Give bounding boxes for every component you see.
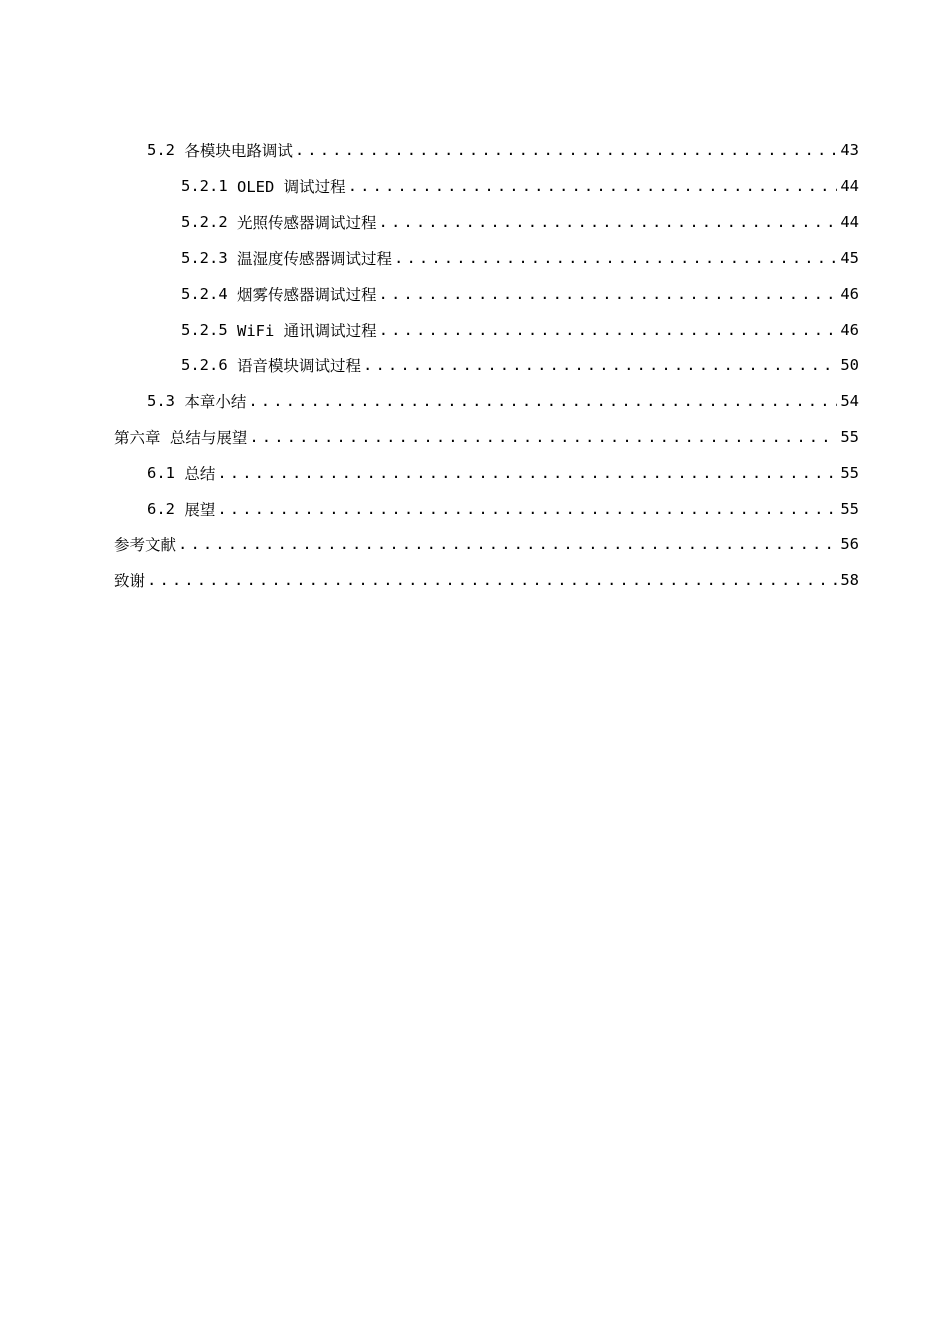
toc-entry-5-2-5[interactable] (181, 312, 859, 348)
toc-entry-number: 6.2 (147, 500, 175, 518)
toc-dot-leader (217, 464, 837, 482)
toc-entry-number: 5.2 (147, 141, 175, 159)
toc-entry-page: 43 (840, 141, 859, 159)
toc-entry-page: 44 (840, 177, 859, 195)
toc-dot-leader (348, 177, 837, 195)
toc-entry-title: 总结 (184, 465, 216, 483)
toc-entry-title: 烟雾传感器调试过程 (237, 286, 377, 304)
toc-entry-number: 5.2.4 (181, 285, 228, 303)
toc-entry-title: OLED 调试过程 (237, 178, 346, 196)
toc-entry-title: WiFi 通讯调试过程 (237, 322, 377, 340)
toc-entry-chapter-6[interactable] (114, 419, 859, 455)
toc-dot-leader (363, 356, 837, 374)
toc-dot-leader (217, 500, 837, 518)
toc-entry-page: 46 (840, 285, 859, 303)
toc-entry-5-2-3[interactable] (181, 240, 859, 276)
toc-entry-title: 温湿度传感器调试过程 (237, 250, 393, 268)
toc-entry-number: 5.2.2 (181, 213, 228, 231)
toc-dot-leader (147, 571, 837, 589)
toc-entry-5-2[interactable] (147, 132, 859, 168)
toc-dot-leader (249, 428, 837, 446)
toc-dot-leader (394, 249, 837, 267)
toc-entry-title: 总结与展望 (169, 429, 248, 447)
toc-entry-number: 6.1 (147, 464, 175, 482)
toc-dot-leader (379, 285, 837, 303)
toc-entry-title: 语音模块调试过程 (237, 357, 362, 375)
toc-entry-5-2-4[interactable] (181, 276, 859, 312)
toc-entry-title: 本章小结 (184, 393, 247, 411)
toc-entry-page: 44 (840, 213, 859, 231)
toc-entry-number: 5.2.1 (181, 177, 228, 195)
toc-dot-leader (379, 321, 837, 339)
toc-entry-title: 各模块电路调试 (184, 142, 293, 160)
toc-entry-number: 5.2.6 (181, 356, 228, 374)
toc-entry-title: 参考文献 (114, 536, 177, 554)
toc-entry-title: 展望 (184, 501, 216, 519)
toc-entry-page: 56 (840, 535, 859, 553)
toc-entry-number: 5.2.3 (181, 249, 228, 267)
toc-entry-page: 50 (840, 356, 859, 374)
toc-entry-references[interactable] (114, 526, 859, 562)
toc-entry-6-1[interactable] (147, 455, 859, 491)
toc-entry-page: 58 (840, 571, 859, 589)
toc-entry-5-3[interactable] (147, 383, 859, 419)
toc-entry-title: 光照传感器调试过程 (237, 214, 377, 232)
toc-entry-number: 5.2.5 (181, 321, 228, 339)
toc-entry-page: 46 (840, 321, 859, 339)
toc-dot-leader (295, 141, 837, 159)
toc-entry-page: 45 (840, 249, 859, 267)
toc-entry-page: 55 (840, 500, 859, 518)
toc-dot-leader (248, 392, 837, 410)
toc-entry-number: 第六章 (114, 429, 161, 447)
toc-entry-number: 5.3 (147, 392, 175, 410)
toc-entry-5-2-6[interactable] (181, 347, 859, 383)
toc-dot-leader (379, 213, 837, 231)
toc-entry-title: 致谢 (114, 572, 146, 590)
toc-dot-leader (178, 535, 837, 553)
toc-entry-page: 55 (840, 428, 859, 446)
toc-entry-page: 55 (840, 464, 859, 482)
toc-entry-page: 54 (840, 392, 859, 410)
toc-entry-5-2-1[interactable] (181, 168, 859, 204)
toc-entry-6-2[interactable] (147, 491, 859, 527)
toc-entry-5-2-2[interactable] (181, 204, 859, 240)
toc-entry-acknowledgements[interactable] (114, 562, 859, 598)
